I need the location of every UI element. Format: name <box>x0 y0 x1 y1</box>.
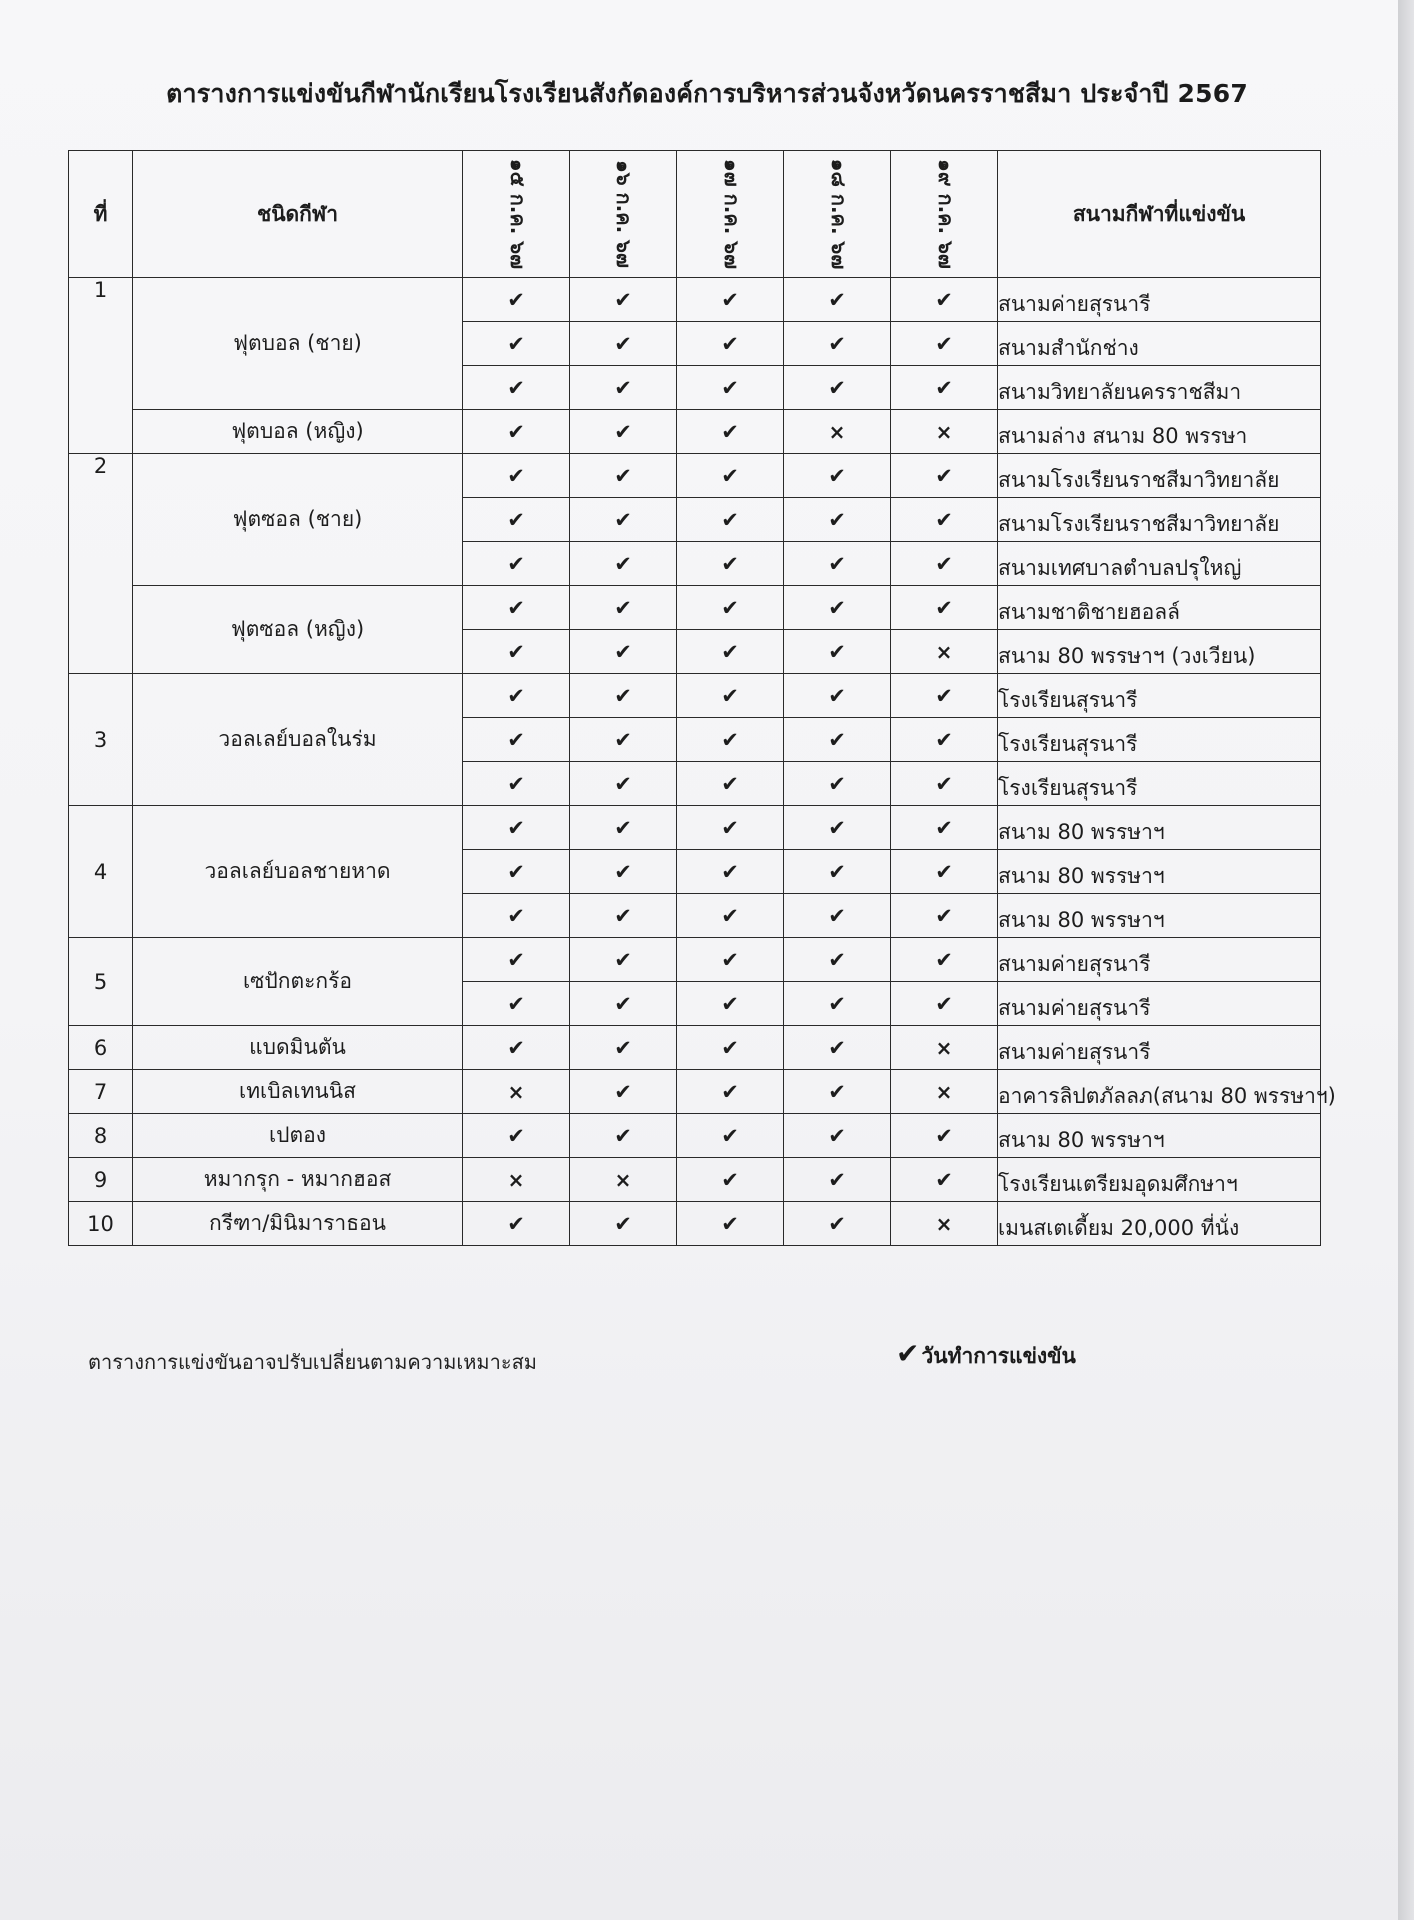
table-row <box>69 938 1321 982</box>
check-icon: ✔ <box>463 630 570 674</box>
header-date-4-label: ๑๘ ก.ค. ๖๗ <box>827 158 852 270</box>
check-icon: ✔ <box>677 850 784 894</box>
check-icon: ✔ <box>891 366 998 410</box>
check-icon: ✔ <box>570 806 677 850</box>
venue-cell: โรงเรียนสุรนารี <box>998 718 1321 762</box>
table-row <box>69 410 1321 454</box>
schedule-table <box>68 150 1336 1246</box>
check-icon: ✔ <box>463 938 570 982</box>
venue-cell: สนามล่าง สนาม 80 พรรษา <box>998 410 1321 454</box>
check-icon: ✔ <box>463 674 570 718</box>
check-icon: ✔ <box>891 938 998 982</box>
check-icon: ✔ <box>891 1114 998 1158</box>
check-icon: ✔ <box>570 366 677 410</box>
venue-cell: สนาม 80 พรรษาฯ (วงเวียน) <box>998 630 1321 674</box>
check-icon: ✔ <box>677 278 784 322</box>
header-sport: ชนิดกีฬา <box>133 151 463 278</box>
venue-cell: สนามค่ายสุรนารี <box>998 938 1321 982</box>
check-icon: ✔ <box>784 982 891 1026</box>
check-icon: ✔ <box>784 542 891 586</box>
check-icon: ✔ <box>570 1114 677 1158</box>
row-number: 10 <box>69 1202 133 1246</box>
check-icon: ✔ <box>677 1202 784 1246</box>
sport-name: วอลเลย์บอลชายหาด <box>133 806 463 938</box>
check-icon: ✔ <box>463 1202 570 1246</box>
table-row <box>69 1158 1321 1202</box>
cross-icon: × <box>570 1158 677 1202</box>
check-icon: ✔ <box>570 586 677 630</box>
cross-icon: × <box>784 410 891 454</box>
check-icon: ✔ <box>891 542 998 586</box>
header-venue: สนามกีฬาที่แข่งขัน <box>998 151 1321 278</box>
table-row <box>69 454 1321 498</box>
check-icon: ✔ <box>784 718 891 762</box>
header-date-1 <box>463 151 570 278</box>
header-date-5-label: ๑๙ ก.ค. ๖๗ <box>933 159 958 269</box>
check-icon: ✔ <box>677 806 784 850</box>
check-icon: ✔ <box>677 542 784 586</box>
venue-cell: สนามค่ายสุรนารี <box>998 278 1321 322</box>
check-icon: ✔ <box>570 542 677 586</box>
check-icon: ✔ <box>677 982 784 1026</box>
sport-name: ฟุตซอล (ชาย) <box>133 454 463 586</box>
check-icon: ✔ <box>463 1114 570 1158</box>
check-icon: ✔ <box>463 498 570 542</box>
check-icon: ✔ <box>463 982 570 1026</box>
check-icon: ✔ <box>784 850 891 894</box>
check-icon: ✔ <box>570 278 677 322</box>
page-title: ตารางการแข่งขันกีฬานักเรียนโรงเรียนสังกัดองค์การบริหารส่วนจังหวัดนครราชสีมา ประจำปี 2567 <box>166 79 1248 108</box>
table-row <box>69 1026 1321 1070</box>
check-icon: ✔ <box>891 894 998 938</box>
check-icon: ✔ <box>677 718 784 762</box>
check-icon: ✔ <box>784 1070 891 1114</box>
cross-icon: × <box>891 630 998 674</box>
header-row <box>69 151 1321 278</box>
check-icon: ✔ <box>677 454 784 498</box>
check-icon: ✔ <box>784 498 891 542</box>
cross-icon: × <box>891 1202 998 1246</box>
row-number: 3 <box>69 674 133 806</box>
check-icon: ✔ <box>784 322 891 366</box>
sport-name: ฟุตบอล (หญิง) <box>133 410 463 454</box>
check-icon: ✔ <box>891 718 998 762</box>
check-icon: ✔ <box>570 718 677 762</box>
check-icon: ✔ <box>891 850 998 894</box>
sport-name: เปตอง <box>133 1114 463 1158</box>
check-icon: ✔ <box>463 806 570 850</box>
header-date-4 <box>784 151 891 278</box>
check-icon: ✔ <box>570 1070 677 1114</box>
row-number: 6 <box>69 1026 133 1070</box>
header-date-2 <box>570 151 677 278</box>
check-icon: ✔ <box>570 1026 677 1070</box>
venue-cell: สนามค่ายสุรนารี <box>998 982 1321 1026</box>
header-date-5 <box>891 151 998 278</box>
check-icon: ✔ <box>784 1202 891 1246</box>
table-row <box>69 586 1321 630</box>
check-icon: ✔ <box>784 1158 891 1202</box>
venue-cell: สนามค่ายสุรนารี <box>998 1026 1321 1070</box>
check-icon: ✔ <box>463 762 570 806</box>
table-row <box>69 278 1321 322</box>
check-icon: ✔ <box>463 542 570 586</box>
check-icon: ✔ <box>677 586 784 630</box>
venue-cell: สนาม 80 พรรษาฯ <box>998 1114 1321 1158</box>
check-icon: ✔ <box>677 894 784 938</box>
check-icon: ✔ <box>891 322 998 366</box>
sport-name: กรีฑา/มินิมาราธอน <box>133 1202 463 1246</box>
sport-name: ฟุตบอล (ชาย) <box>133 278 463 410</box>
check-icon: ✔ <box>784 1026 891 1070</box>
check-icon: ✔ <box>570 674 677 718</box>
venue-cell: สนาม 80 พรรษาฯ <box>998 894 1321 938</box>
check-icon: ✔ <box>891 1158 998 1202</box>
check-icon: ✔ <box>677 630 784 674</box>
check-icon: ✔ <box>784 586 891 630</box>
legend-text: วันทำการแข่งขัน <box>921 1344 1076 1368</box>
check-icon: ✔ <box>891 586 998 630</box>
sport-name: แบดมินตัน <box>133 1026 463 1070</box>
check-icon: ✔ <box>570 938 677 982</box>
check-icon: ✔ <box>784 366 891 410</box>
row-number: 8 <box>69 1114 133 1158</box>
check-icon: ✔ <box>463 894 570 938</box>
sport-name: เทเบิลเทนนิส <box>133 1070 463 1114</box>
venue-cell: สนามเทศบาลตำบลปรุใหญ่ <box>998 542 1321 586</box>
check-icon: ✔ <box>570 850 677 894</box>
table-row <box>69 1114 1321 1158</box>
cross-icon: × <box>891 1026 998 1070</box>
check-icon: ✔ <box>784 454 891 498</box>
table-row <box>69 674 1321 718</box>
row-number: 2 <box>69 454 133 674</box>
check-icon: ✔ <box>677 1114 784 1158</box>
check-icon: ✔ <box>677 1026 784 1070</box>
venue-cell: โรงเรียนสุรนารี <box>998 674 1321 718</box>
check-icon: ✔ <box>463 718 570 762</box>
venue-cell: โรงเรียนเตรียมอุดมศึกษาฯ <box>998 1158 1321 1202</box>
venue-cell: อาคารลิปตภัลลภ(สนาม 80 พรรษาฯ) <box>998 1070 1321 1114</box>
check-icon: ✔ <box>784 806 891 850</box>
check-icon: ✔ <box>677 322 784 366</box>
sport-name: หมากรุก - หมากฮอส <box>133 1158 463 1202</box>
row-number: 9 <box>69 1158 133 1202</box>
header-date-3 <box>677 151 784 278</box>
check-icon: ✔ <box>677 1070 784 1114</box>
check-icon: ✔ <box>677 1158 784 1202</box>
check-icon: ✔ <box>891 454 998 498</box>
sport-name: เซปักตะกร้อ <box>133 938 463 1026</box>
check-icon: ✔ <box>463 278 570 322</box>
check-icon: ✔ <box>570 762 677 806</box>
check-icon: ✔ <box>463 586 570 630</box>
footer-note: ตารางการแข่งขันอาจปรับเปลี่ยนตามความเหมาะสม <box>88 1350 537 1374</box>
row-number: 7 <box>69 1070 133 1114</box>
cross-icon: × <box>891 1070 998 1114</box>
check-icon: ✔ <box>891 762 998 806</box>
venue-cell: สนามสำนักช่าง <box>998 322 1321 366</box>
cross-icon: × <box>891 410 998 454</box>
check-icon: ✔ <box>891 278 998 322</box>
check-icon: ✔ <box>463 850 570 894</box>
venue-cell: สนาม 80 พรรษาฯ <box>998 806 1321 850</box>
row-number: 1 <box>69 278 133 454</box>
check-icon: ✔ <box>896 1337 920 1370</box>
check-icon: ✔ <box>677 674 784 718</box>
check-icon: ✔ <box>784 278 891 322</box>
cross-icon: × <box>463 1070 570 1114</box>
cross-icon: × <box>463 1158 570 1202</box>
check-icon: ✔ <box>570 1202 677 1246</box>
check-icon: ✔ <box>570 894 677 938</box>
check-icon: ✔ <box>570 322 677 366</box>
table-row <box>69 806 1321 850</box>
check-icon: ✔ <box>570 630 677 674</box>
check-icon: ✔ <box>463 366 570 410</box>
sport-name: วอลเลย์บอลในร่ม <box>133 674 463 806</box>
check-icon: ✔ <box>677 498 784 542</box>
check-icon: ✔ <box>463 454 570 498</box>
check-icon: ✔ <box>784 938 891 982</box>
venue-cell: เมนสเตเดี้ยม 20,000 ที่นั่ง <box>998 1202 1321 1246</box>
header-date-2-label: ๑๖ ก.ค. ๖๗ <box>611 160 636 268</box>
check-icon: ✔ <box>784 894 891 938</box>
venue-cell: สนามวิทยาลัยนครราชสีมา <box>998 366 1321 410</box>
header-date-1-label: ๑๕ ก.ค. ๖๗ <box>506 158 531 270</box>
row-number: 4 <box>69 806 133 938</box>
check-icon: ✔ <box>463 1026 570 1070</box>
check-icon: ✔ <box>570 454 677 498</box>
venue-cell: สนามโรงเรียนราชสีมาวิทยาลัย <box>998 454 1321 498</box>
check-icon: ✔ <box>677 366 784 410</box>
venue-cell: สนามชาติชายฮอลล์ <box>998 586 1321 630</box>
check-icon: ✔ <box>677 762 784 806</box>
check-icon: ✔ <box>463 410 570 454</box>
venue-cell: สนามโรงเรียนราชสีมาวิทยาลัย <box>998 498 1321 542</box>
schedule-body <box>69 278 1336 1246</box>
header-num: ที่ <box>69 151 133 278</box>
check-icon: ✔ <box>463 322 570 366</box>
check-icon: ✔ <box>784 1114 891 1158</box>
check-icon: ✔ <box>891 982 998 1026</box>
check-icon: ✔ <box>891 806 998 850</box>
check-icon: ✔ <box>677 938 784 982</box>
check-icon: ✔ <box>570 410 677 454</box>
sport-name: ฟุตซอล (หญิง) <box>133 586 463 674</box>
check-icon: ✔ <box>784 762 891 806</box>
legend <box>896 1337 1076 1373</box>
paper-edge <box>1398 0 1414 1920</box>
check-icon: ✔ <box>784 630 891 674</box>
table-row <box>69 1070 1321 1114</box>
row-number: 5 <box>69 938 133 1026</box>
check-icon: ✔ <box>891 674 998 718</box>
venue-cell: โรงเรียนสุรนารี <box>998 762 1321 806</box>
check-icon: ✔ <box>570 982 677 1026</box>
check-icon: ✔ <box>784 674 891 718</box>
header-date-3-label: ๑๗ ก.ค. ๖๗ <box>720 158 745 270</box>
venue-cell: สนาม 80 พรรษาฯ <box>998 850 1321 894</box>
check-icon: ✔ <box>677 410 784 454</box>
check-icon: ✔ <box>891 498 998 542</box>
check-icon: ✔ <box>570 498 677 542</box>
table-row <box>69 1202 1321 1246</box>
